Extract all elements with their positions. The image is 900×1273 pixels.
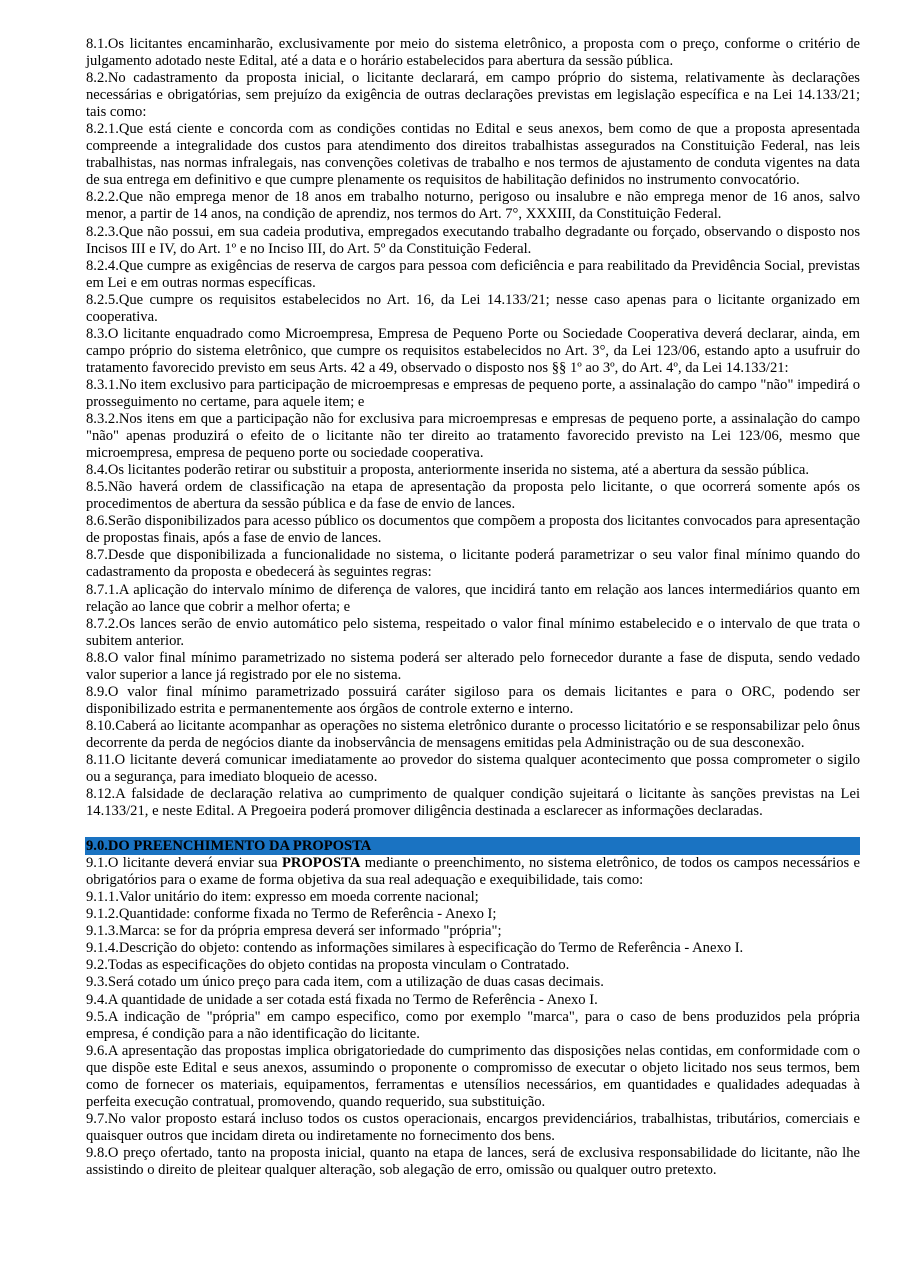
- paragraph-8-12: 8.12.A falsidade de declaração relativa ao cumprimento de qualquer condição sujeitará o licitante às sanções previstas na Lei 14.133/21, e neste Edital. A Pregoeira poderá promover diligência destinada a esclarecer as informações declaradas.: [86, 786, 860, 820]
- paragraph-9-1-bold: PROPOSTA: [282, 855, 361, 872]
- paragraph-8-2-1: 8.2.1.Que está ciente e concorda com as condições contidas no Edital e seus anexos, bem como de que a proposta apresentada compreende a integralidade dos custos para atendimento dos direitos trabalhistas assegurados na Constituição Federal, nas leis trabalhistas, nas normas infralegais, nas convenções coletivas de trabalho e nos termos de ajustamento de conduta vigentes na data de sua entrega em definitivo e que cumpre plenamente os requisitos de habilitação definidos no instrumento convocatório.: [86, 121, 860, 189]
- paragraph-8-10: 8.10.Caberá ao licitante acompanhar as operações no sistema eletrônico durante o processo licitatório e se responsabilizar pelo ônus decorrente da perda de negócios diante da inobservância de mensagens emitidas pela Administração ou de sua desconexão.: [86, 717, 860, 751]
- paragraph-8-2-4: 8.2.4.Que cumpre as exigências de reserva de cargos para pessoa com deficiência e para reabilitado da Previdência Social, previstas em Lei e em outras normas específicas.: [86, 257, 860, 291]
- paragraph-8-7: 8.7.Desde que disponibilizada a funcionalidade no sistema, o licitante poderá parametrizar o seu valor final mínimo quando do cadastramento da proposta e obedecerá às seguintes regras:: [86, 547, 860, 581]
- paragraph-9-1-end: mediante o preenchimento, no sistema eletrônico, de todos os campos necessários e obrigatórios para o exame de forma objetiva da sua real adequação e exequibilidade, tais como:: [86, 855, 860, 889]
- paragraph-8-1: 8.1.Os licitantes encaminharão, exclusivamente por meio do sistema eletrônico, a proposta com o preço, conforme o critério de julgamento adotado neste Edital, até a data e o horário estabelecidos para abertura da sessão pública.: [86, 36, 860, 70]
- paragraph-9-4: 9.4.A quantidade de unidade a ser cotada está fixada no Termo de Referência - Anexo I.: [86, 991, 598, 1008]
- paragraph-8-2-5: 8.2.5.Que cumpre os requisitos estabelecidos no Art. 16, da Lei 14.133/21; nesse caso apenas para o licitante organizado em cooperativa.: [86, 291, 860, 325]
- paragraph-8-4: 8.4.Os licitantes poderão retirar ou substituir a proposta, anteriormente inserida no sistema, até a abertura da sessão pública.: [86, 462, 809, 479]
- paragraph-8-7-1: 8.7.1.A aplicação do intervalo mínimo de diferença de valores, que incidirá tanto em relação aos lances intermediários quanto em relação ao lance que cobrir a melhor oferta; e: [86, 581, 860, 615]
- paragraph-9-1-4: 9.1.4.Descrição do objeto: contendo as informações similares à especificação do Termo de Referência - Anexo I.: [86, 940, 744, 957]
- paragraph-9-3: 9.3.Será cotado um único preço para cada item, com a utilização de duas casas decimais.: [86, 974, 604, 991]
- paragraph-8-7-2: 8.7.2.Os lances serão de envio automático pelo sistema, respeitado o valor final mínimo estabelecido e o intervalo de que trata o subitem anterior.: [86, 615, 860, 649]
- section-gap: [86, 820, 860, 837]
- paragraph-9-1-start: 9.1.O licitante deverá enviar sua: [86, 855, 282, 872]
- document-page: [86, 36, 860, 1179]
- paragraph-9-2: 9.2.Todas as especificações do objeto contidas na proposta vinculam o Contratado.: [86, 957, 570, 974]
- paragraph-8-3-2: 8.3.2.Nos itens em que a participação não for exclusiva para microempresas e empresas de pequeno porte, a assinalação do campo "não" apenas produzirá o efeito de o licitante não ter direito ao tratamento favorecido previsto na Lei 123/06, mesmo que microempresa, empresa de pequeno porte ou sociedade cooperativa.: [86, 411, 860, 462]
- paragraph-8-2-2: 8.2.2.Que não emprega menor de 18 anos em trabalho noturno, perigoso ou insalubre e não emprega menor de 16 anos, salvo menor, a partir de 14 anos, na condição de aprendiz, nos termos do Art. 7°, XXXIII, da Constituição Federal.: [86, 189, 860, 223]
- paragraph-9-8: 9.8.O preço ofertado, tanto na proposta inicial, quanto na etapa de lances, será de exclusiva responsabilidade do licitante, não lhe assistindo o direito de pleitear qualquer alteração, sob alegação de erro, omissão ou qualquer outro pretexto.: [86, 1144, 860, 1178]
- paragraph-9-5: 9.5.A indicação de "própria" em campo especifico, como por exemplo "marca", para o caso de bens produzidos pela própria empresa, é condição para a não identificação do licitante.: [86, 1008, 860, 1042]
- paragraph-9-1: [86, 855, 860, 889]
- paragraph-8-3-1: 8.3.1.No item exclusivo para participação de microempresas e empresas de pequeno porte, a assinalação do campo "não" impedirá o prosseguimento no certame, para aquele item; e: [86, 376, 860, 410]
- paragraph-8-2: 8.2.No cadastramento da proposta inicial, o licitante declarará, em campo próprio do sistema, relativamente às declarações necessárias e obrigatórias, sem prejuízo da exigência de outras declarações previstas em legislação específica e na Lei 14.133/21; tais como:: [86, 70, 860, 121]
- paragraph-9-1-3: 9.1.3.Marca: se for da própria empresa deverá ser informado "própria";: [86, 923, 502, 940]
- paragraph-8-8: 8.8.O valor final mínimo parametrizado no sistema poderá ser alterado pelo fornecedor durante a fase de disputa, sendo vedado valor superior a lance já registrado por ele no sistema.: [86, 649, 860, 683]
- paragraph-8-6: 8.6.Serão disponibilizados para acesso público os documentos que compõem a proposta dos licitantes convocados para apresentação de propostas finais, após a fase de envio de lances.: [86, 513, 860, 547]
- paragraph-8-11: 8.11.O licitante deverá comunicar imediatamente ao provedor do sistema qualquer acontecimento que possa comprometer o sigilo ou a segurança, para imediato bloqueio de acesso.: [86, 751, 860, 786]
- paragraph-8-9: 8.9.O valor final mínimo parametrizado possuirá caráter sigiloso para os demais licitantes e para o ORC, podendo ser disponibilizado estrita e permanentemente aos órgãos de controle externo e interno.: [86, 683, 860, 717]
- paragraph-8-2-3: 8.2.3.Que não possui, em sua cadeia produtiva, empregados executando trabalho degradante ou forçado, observando o disposto nos Incisos III e IV, do Art. 1º e no Inciso III, do Art. 5º da Constituição Federal.: [86, 223, 860, 257]
- paragraph-9-7: 9.7.No valor proposto estará incluso todos os custos operacionais, encargos previdenciários, trabalhistas, tributários, comerciais e quaisquer outros que incidam direta ou indiretamente no fornecimento dos bens.: [86, 1110, 860, 1144]
- paragraph-8-3: 8.3.O licitante enquadrado como Microempresa, Empresa de Pequeno Porte ou Sociedade Cooperativa deverá declarar, ainda, em campo próprio do sistema eletrônico, que cumpre os requisitos estabelecidos no Art. 3°, da Lei 123/06, estando apto a usufruir do tratamento favorecido previsto em seus Arts. 42 a 49, observado o disposto nos §§ 1º ao 3º, do Art. 4º, da Lei 14.133/21:: [86, 325, 860, 376]
- section-heading-9: 9.0.DO PREENCHIMENTO DA PROPOSTA: [85, 837, 860, 855]
- paragraph-8-5: 8.5.Não haverá ordem de classificação na etapa de apresentação da proposta pelo licitante, o que ocorrerá somente após os procedimentos de abertura da sessão pública e da fase de envio de lances.: [86, 479, 860, 513]
- paragraph-9-6: 9.6.A apresentação das propostas implica obrigatoriedade do cumprimento das disposições nelas contidas, em conformidade com o que dispõe este Edital e seus anexos, assumindo o proponente o compromisso de executar o objeto licitado nos seus termos, bem como de fornecer os materiais, equipamentos, ferramentas e utensílios necessários, em quantidades e qualidades adequadas à perfeita execução contratual, promovendo, quando requerido, sua substituição.: [86, 1042, 860, 1110]
- paragraph-9-1-1: 9.1.1.Valor unitário do item: expresso em moeda corrente nacional;: [86, 889, 479, 906]
- paragraph-9-1-2: 9.1.2.Quantidade: conforme fixada no Termo de Referência - Anexo I;: [86, 906, 497, 923]
